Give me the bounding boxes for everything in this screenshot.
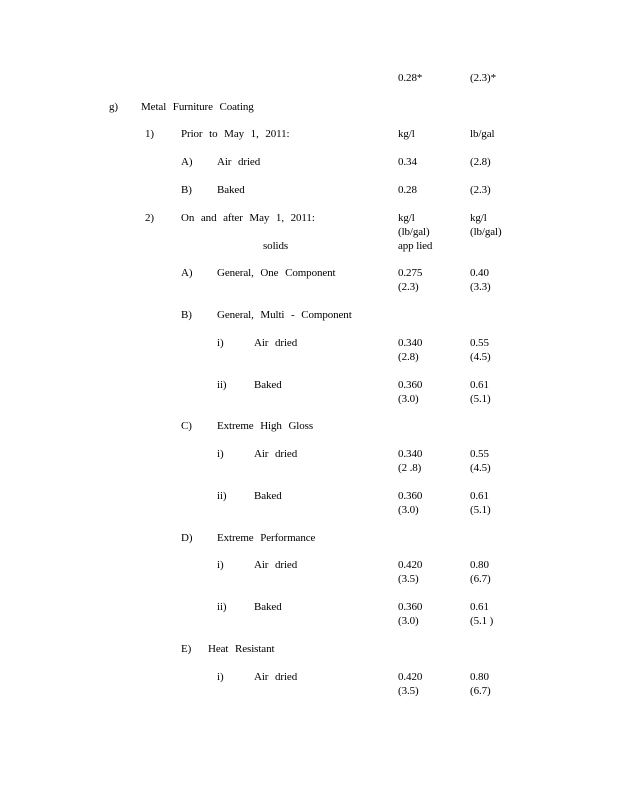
value-lb-per-gal: (2.8) bbox=[470, 156, 491, 168]
subitem-marker: A) bbox=[181, 156, 193, 168]
subitem-marker: B) bbox=[181, 184, 192, 196]
subitem-marker: E) bbox=[181, 643, 192, 655]
section-marker: g) bbox=[109, 101, 118, 113]
value-kg-per-liter: 0.360 bbox=[398, 601, 423, 613]
value-lb-per-gal: (3.5) bbox=[398, 685, 419, 697]
value-lb-per-gal: (2.3) bbox=[398, 281, 419, 293]
value-kg-per-liter: 0.80 bbox=[470, 671, 489, 683]
value-kg-per-liter: 0.420 bbox=[398, 671, 423, 683]
value-lb-per-gal: (5.1 ) bbox=[470, 615, 494, 627]
section-title: Metal Furniture Coating bbox=[141, 101, 254, 113]
item-title: Prior to May 1, 2011: bbox=[181, 128, 290, 140]
column-unit-applied: app lied bbox=[398, 240, 433, 252]
subsubitem-title: Baked bbox=[254, 490, 282, 502]
subsubitem-title: Air dried bbox=[254, 448, 298, 460]
value-kg-per-liter: 0.40 bbox=[470, 267, 489, 279]
subitem-title: Extreme High Gloss bbox=[217, 420, 314, 432]
column-unit-kg-per-liter: kg/l bbox=[470, 212, 487, 224]
subsubitem-marker: ii) bbox=[217, 379, 227, 391]
value-lb-per-gal: (6.7) bbox=[470, 573, 491, 585]
column-unit-kg-per-liter: kg/l bbox=[398, 128, 415, 140]
value-lb-per-gal: (4.5) bbox=[470, 462, 491, 474]
value-kg-per-liter: 0.28 bbox=[398, 184, 417, 196]
subitem-marker: A) bbox=[181, 267, 193, 279]
value-kg-per-liter: 0.55 bbox=[470, 448, 489, 460]
value-kg-per-liter: 0.360 bbox=[398, 490, 423, 502]
value-lb-per-gal: (2 .8) bbox=[398, 462, 422, 474]
value-lb-per-gal: (3.0) bbox=[398, 393, 419, 405]
value-lb-per-gal: (3.0) bbox=[398, 504, 419, 516]
subitem-title: Extreme Performance bbox=[217, 532, 316, 544]
column-unit-lb-per-gal: (lb/gal) bbox=[398, 226, 430, 238]
subitem-title: Baked bbox=[217, 184, 245, 196]
subitem-title: General, One Component bbox=[217, 267, 336, 279]
value-lb-per-gal: (2.8) bbox=[398, 351, 419, 363]
value-lb-per-gal: (2.3) bbox=[470, 184, 491, 196]
value-kg-per-liter: 0.340 bbox=[398, 448, 423, 460]
value-kg-per-liter: 0.61 bbox=[470, 379, 489, 391]
value-kg-per-liter: 0.420 bbox=[398, 559, 423, 571]
subsubitem-marker: i) bbox=[217, 671, 224, 683]
subsubitem-title: Baked bbox=[254, 601, 282, 613]
subitem-title: Air dried bbox=[217, 156, 261, 168]
subitem-marker: D) bbox=[181, 532, 193, 544]
subsubitem-marker: i) bbox=[217, 559, 224, 571]
value-kg-per-liter: 0.340 bbox=[398, 337, 423, 349]
subitem-title: Heat Resistant bbox=[208, 643, 275, 655]
value-lb-per-gal: (2.3)* bbox=[470, 72, 496, 84]
value-lb-per-gal: (5.1) bbox=[470, 393, 491, 405]
item-marker: 1) bbox=[145, 128, 154, 140]
value-kg-per-liter: 0.80 bbox=[470, 559, 489, 571]
subsubitem-title: Air dried bbox=[254, 337, 298, 349]
value-kg-per-liter: 0.275 bbox=[398, 267, 423, 279]
value-lb-per-gal: (6.7) bbox=[470, 685, 491, 697]
value-kg-per-liter: 0.28* bbox=[398, 72, 423, 84]
subsubitem-title: Air dried bbox=[254, 671, 298, 683]
subsubitem-marker: ii) bbox=[217, 601, 227, 613]
value-lb-per-gal: (3.3) bbox=[470, 281, 491, 293]
value-lb-per-gal: (4.5) bbox=[470, 351, 491, 363]
subsubitem-marker: i) bbox=[217, 448, 224, 460]
column-unit-lb-per-gal: (lb/gal) bbox=[470, 226, 502, 238]
column-unit-solids: solids bbox=[263, 240, 289, 252]
subitem-marker: C) bbox=[181, 420, 192, 432]
value-lb-per-gal: (5.1) bbox=[470, 504, 491, 516]
value-kg-per-liter: 0.61 bbox=[470, 490, 489, 502]
subitem-marker: B) bbox=[181, 309, 192, 321]
subsubitem-title: Air dried bbox=[254, 559, 298, 571]
column-unit-lb-per-gal: lb/gal bbox=[470, 128, 495, 140]
value-kg-per-liter: 0.55 bbox=[470, 337, 489, 349]
subitem-title: General, Multi - Component bbox=[217, 309, 352, 321]
value-kg-per-liter: 0.360 bbox=[398, 379, 423, 391]
value-kg-per-liter: 0.34 bbox=[398, 156, 417, 168]
subsubitem-marker: i) bbox=[217, 337, 224, 349]
column-unit-kg-per-liter: kg/l bbox=[398, 212, 415, 224]
subsubitem-title: Baked bbox=[254, 379, 282, 391]
item-marker: 2) bbox=[145, 212, 154, 224]
item-title: On and after May 1, 2011: bbox=[181, 212, 315, 224]
value-lb-per-gal: (3.0) bbox=[398, 615, 419, 627]
subsubitem-marker: ii) bbox=[217, 490, 227, 502]
value-kg-per-liter: 0.61 bbox=[470, 601, 489, 613]
value-lb-per-gal: (3.5) bbox=[398, 573, 419, 585]
